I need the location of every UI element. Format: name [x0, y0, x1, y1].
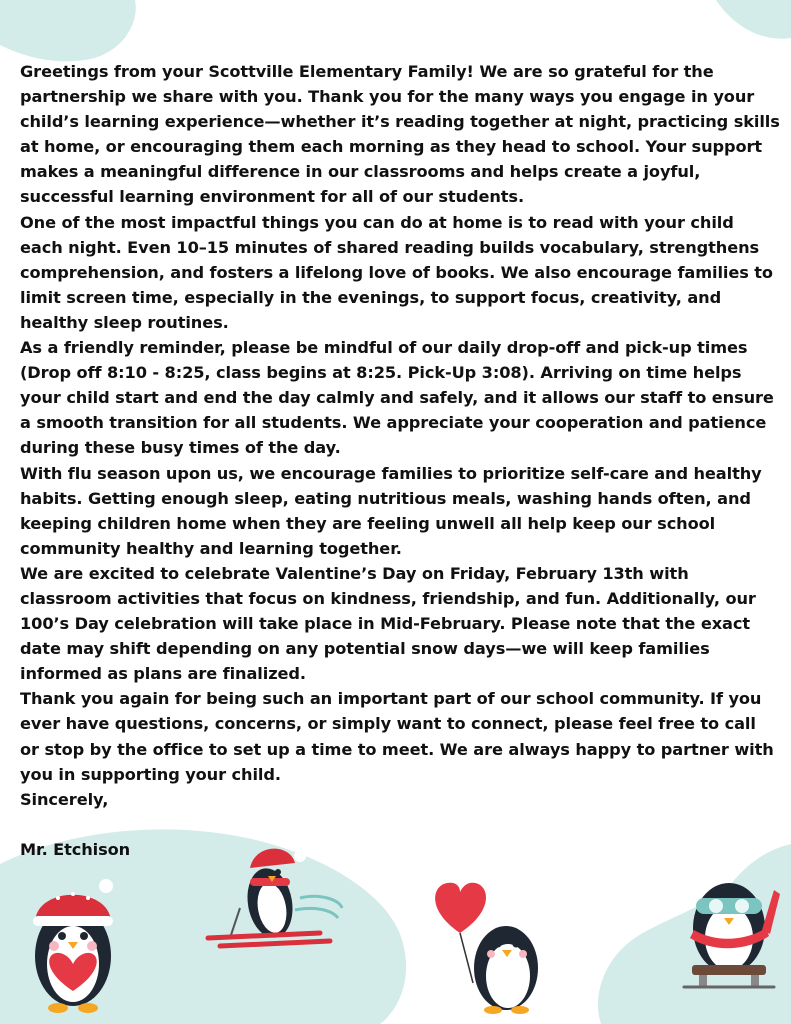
closing: Sincerely,	[20, 789, 109, 809]
letter-body	[20, 59, 780, 862]
paragraph-greeting: Greetings from your Scottville Elementary Family! We are so grateful for the partnership we share with you. Thank you for the many ways you engage in your child’s learning experience—whether it’s reading together at night, practicing skills at home, or encouraging them each morning as they head to school. Your support makes a meaningful difference in our classrooms and helps create a joyful, successful learning environment for all of our students.	[20, 62, 780, 207]
penguin-sled-goggles-icon	[674, 870, 784, 995]
paragraph-dropoff: As a friendly reminder, please be mindful of our daily drop-off and pick-up times (Drop off 8:10 - 8:25, class begins at 8:25. Pick-Up 3:08). Arriving on time helps your child start and end the day calmly and safely, and it allows our staff to ensure a smooth transition for all students. We appreciate your cooperation and patience during these busy times of the day.	[20, 338, 774, 458]
penguin-heart-balloon-icon	[428, 878, 548, 1018]
top-right-blob	[701, 0, 791, 45]
penguin-heart-hat-icon	[18, 876, 128, 1016]
top-left-blob	[0, 0, 140, 65]
paragraph-thank-you: Thank you again for being such an important part of our school community. If you ever have questions, concerns, or simply want to connect, please feel free to call or stop by the office to set up a time to meet. We are always happy to partner with you in supporting your child.	[20, 689, 774, 784]
signature: Mr. Etchison	[20, 839, 131, 859]
paragraph-reading: One of the most impactful things you can do at home is to read with your child each night. Even 10–15 minutes of shared reading builds vocabulary, strengthens comprehension, and fosters a lifelong love of books. We also encourage families to limit screen time, especially in the evenings, to support focus, creativity, and healthy sleep routines.	[20, 212, 773, 332]
paragraph-valentines: We are excited to celebrate Valentine’s Day on Friday, February 13th with classroom activities that focus on kindness, friendship, and fun. Additionally, our 100’s Day celebration will take place in Mid-February. Please note that the exact date may shift depending on any potential snow days—we will keep families informed as plans are finalized.	[20, 563, 756, 684]
paragraph-flu-season: With flu season upon us, we encourage families to prioritize self-care and healthy habits. Getting enough sleep, eating nutritious meals, washing hands often, and keeping children home when they are feeling unwell all help keep our school community healthy and learning together.	[20, 463, 762, 558]
